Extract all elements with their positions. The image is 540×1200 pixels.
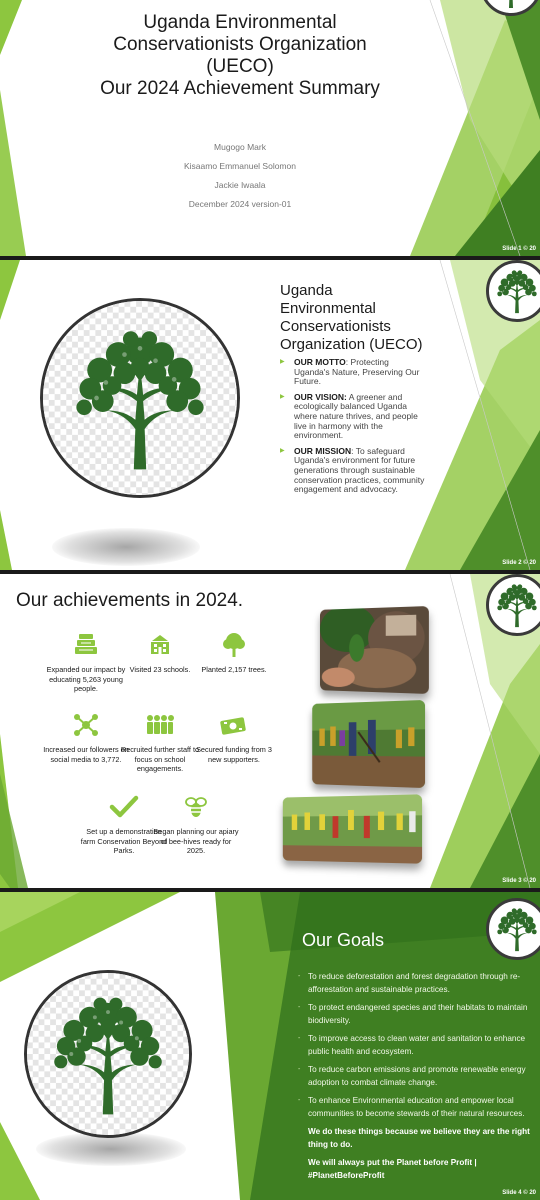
logo-icon [486, 898, 540, 960]
version-date: December 2024 version-01 [188, 199, 292, 209]
slide-1[interactable] [0, 0, 540, 256]
achievement-item: Increased our followers on social media to 3,772. [42, 712, 130, 764]
vision-item: ▶ OUR VISION: A greener and ecologically balanced Uganda where nature thrives, and people live in harmony with the environment. [280, 393, 425, 441]
author-name: Jackie Iwaala [214, 180, 266, 190]
motto-item: ▶ OUR MOTTO: Protecting Uganda's Nature, Preserving Our Future. [280, 358, 425, 387]
achievement-item: Visited 23 schools. [116, 632, 204, 675]
tree-logo [40, 298, 240, 498]
circle-shadow [52, 528, 200, 566]
closing-statement: We do these things because we believe they are the right thing to do. [308, 1127, 530, 1149]
bee-icon [152, 794, 240, 820]
logo-icon [486, 260, 540, 322]
author-name: Mugogo Mark [214, 142, 266, 152]
goal-item: - To improve access to clean water and sanitation to enhance public health and ecosystem. [308, 1032, 536, 1058]
author-list [120, 138, 360, 214]
achievement-item: Set up a demonstration farm Conservation Beyond Parks. [80, 794, 168, 856]
goals-title: Our Goals [302, 930, 385, 950]
goal-item: - To protect endangered species and their habitats to maintain biodiversity. [308, 1001, 536, 1027]
page-title: Uganda Environmental Conservationists Organization (UECO) Our 2024 Achievement Summary [100, 12, 380, 99]
goals-list [308, 970, 536, 1187]
tree-icon [190, 632, 278, 658]
slide-number: Slide 1 © 20 [502, 246, 536, 252]
motto-vision-mission-list [280, 358, 425, 501]
tree-logo [24, 970, 192, 1138]
achievement-item: Recruited further staff to focus on school engagements. [116, 712, 204, 774]
section-title: Our achievements in 2024. [16, 590, 244, 611]
goal-item: - To reduce carbon emissions and promote renewable energy adoption to combat climate change. [308, 1063, 536, 1089]
slide-number: Slide 2 © 20 [502, 560, 536, 566]
organization-heading: Uganda Environmental Conservationists Organization (UECO) [280, 282, 423, 353]
goal-item: - To reduce deforestation and forest degradation through re-afforestation and sustainable practices. [308, 970, 536, 996]
slide-number: Slide 4 © 20 [502, 1190, 536, 1196]
author-name: Kisaamo Emmanuel Solomon [184, 161, 296, 171]
achievement-item: Expanded our impact by educating 5,263 young people. [42, 632, 130, 694]
slide-3[interactable] [0, 574, 540, 888]
slide-number: Slide 3 © 20 [502, 878, 536, 884]
achievement-item: Secured funding from 3 new supporters. [190, 712, 278, 764]
goal-item: - To enhance Environmental education and empower local communities to become stewards of their natural resources. [308, 1094, 536, 1120]
closing-statement: We will always put the Planet before Profit | #PlanetBeforeProfit [308, 1158, 477, 1180]
slide-2[interactable] [0, 260, 540, 570]
group-photo [283, 794, 422, 863]
planting-photo [320, 606, 429, 694]
money-icon [190, 712, 278, 738]
slide-4[interactable] [0, 892, 540, 1200]
achievement-item: Planted 2,157 trees. [190, 632, 278, 675]
mission-item: ▶ OUR MISSION: To safeguard Uganda's environment for future generations through sustainable conservation practices, community engagement and advocacy. [280, 447, 425, 495]
school-planting-photo [312, 700, 425, 788]
achievement-item: Began planning our apiary of bee-hives ready for 2025. [152, 794, 240, 856]
logo-icon [486, 574, 540, 636]
